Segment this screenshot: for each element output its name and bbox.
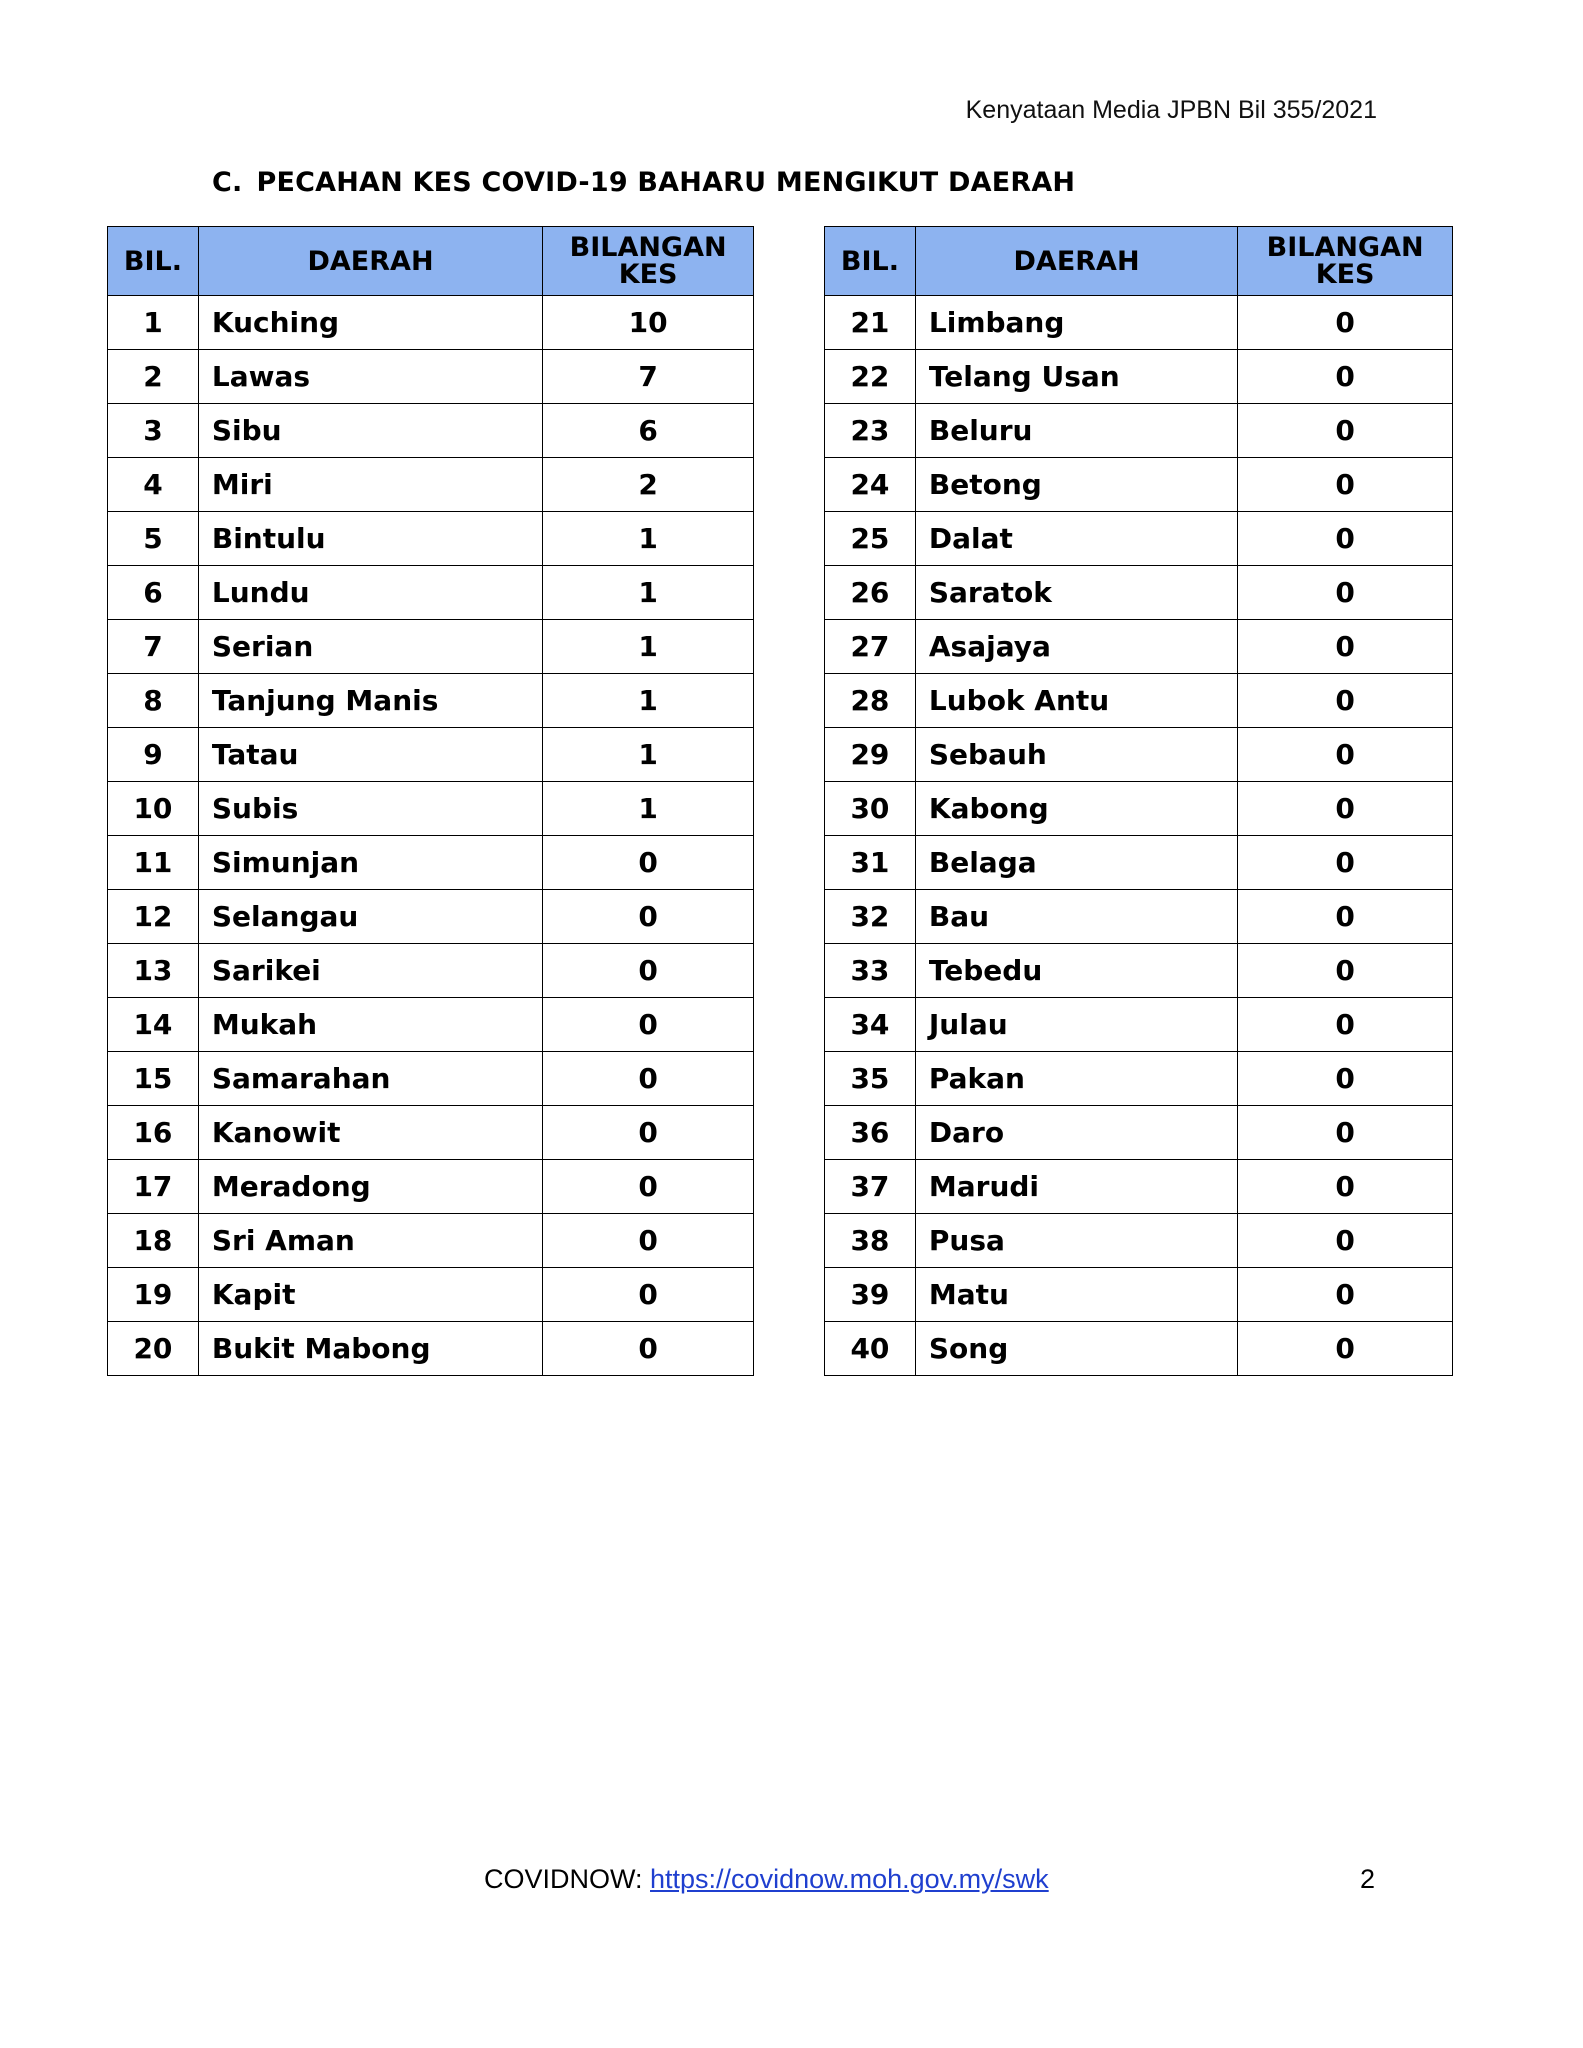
district-name: Beluru (915, 404, 1237, 458)
column-header-no: BIL. (825, 227, 916, 296)
table-row (108, 512, 754, 566)
table-row (108, 674, 754, 728)
district-name: Lubok Antu (915, 674, 1237, 728)
footer-label: COVIDNOW: (484, 1864, 651, 1894)
row-number: 29 (825, 728, 916, 782)
table-row (825, 512, 1453, 566)
case-count: 0 (543, 1160, 754, 1214)
case-count: 10 (543, 296, 754, 350)
district-name: Bukit Mabong (198, 1322, 542, 1376)
table-row (108, 944, 754, 998)
table-row (108, 998, 754, 1052)
district-name: Julau (915, 998, 1237, 1052)
column-header-count (543, 227, 754, 296)
row-number: 1 (108, 296, 199, 350)
row-number: 4 (108, 458, 199, 512)
district-name: Asajaya (915, 620, 1237, 674)
row-number: 5 (108, 512, 199, 566)
section-letter: C. (212, 167, 243, 198)
table-row (825, 296, 1453, 350)
district-name: Daro (915, 1106, 1237, 1160)
table-row (825, 350, 1453, 404)
district-name: Matu (915, 1268, 1237, 1322)
table-row (825, 458, 1453, 512)
table-header-row (108, 227, 754, 296)
table-row (825, 944, 1453, 998)
table-row (108, 1268, 754, 1322)
case-count: 0 (1238, 620, 1453, 674)
case-count: 1 (543, 620, 754, 674)
row-number: 13 (108, 944, 199, 998)
case-count: 0 (1238, 728, 1453, 782)
district-name: Kabong (915, 782, 1237, 836)
row-number: 35 (825, 1052, 916, 1106)
case-count: 0 (1238, 404, 1453, 458)
table-row (825, 728, 1453, 782)
row-number: 31 (825, 836, 916, 890)
table-row (108, 350, 754, 404)
district-name: Kapit (198, 1268, 542, 1322)
table-row (108, 296, 754, 350)
case-count: 0 (1238, 944, 1453, 998)
row-number: 26 (825, 566, 916, 620)
table-row (825, 1214, 1453, 1268)
row-number: 22 (825, 350, 916, 404)
column-header-district: DAERAH (915, 227, 1237, 296)
row-number: 19 (108, 1268, 199, 1322)
table-row (825, 1160, 1453, 1214)
case-count: 1 (543, 674, 754, 728)
table-row (825, 1322, 1453, 1376)
table-row (108, 890, 754, 944)
case-count: 0 (1238, 890, 1453, 944)
district-name: Song (915, 1322, 1237, 1376)
case-count: 0 (1238, 1160, 1453, 1214)
district-name: Telang Usan (915, 350, 1237, 404)
row-number: 21 (825, 296, 916, 350)
table-row (108, 728, 754, 782)
column-header-count-line1: BILANGAN (569, 232, 727, 263)
row-number: 16 (108, 1106, 199, 1160)
row-number: 10 (108, 782, 199, 836)
district-name: Pakan (915, 1052, 1237, 1106)
district-name: Meradong (198, 1160, 542, 1214)
row-number: 9 (108, 728, 199, 782)
case-count: 0 (1238, 836, 1453, 890)
row-number: 33 (825, 944, 916, 998)
table-row (825, 1052, 1453, 1106)
district-name: Kuching (198, 296, 542, 350)
case-count: 0 (1238, 1268, 1453, 1322)
table-row (108, 782, 754, 836)
table-row (825, 404, 1453, 458)
case-count: 7 (543, 350, 754, 404)
case-count: 0 (543, 944, 754, 998)
table-row (108, 1214, 754, 1268)
row-number: 18 (108, 1214, 199, 1268)
table-row (108, 1106, 754, 1160)
row-number: 30 (825, 782, 916, 836)
table-row (825, 836, 1453, 890)
case-count: 0 (543, 890, 754, 944)
row-number: 28 (825, 674, 916, 728)
row-number: 25 (825, 512, 916, 566)
district-table-left-body (108, 296, 754, 1376)
case-count: 0 (543, 1268, 754, 1322)
table-row (108, 566, 754, 620)
table-row (825, 782, 1453, 836)
case-count: 0 (543, 836, 754, 890)
case-count: 1 (543, 512, 754, 566)
row-number: 32 (825, 890, 916, 944)
column-header-count-line2: KES (618, 259, 678, 290)
table-row (108, 836, 754, 890)
case-count: 0 (543, 998, 754, 1052)
district-name: Sebauh (915, 728, 1237, 782)
row-number: 8 (108, 674, 199, 728)
district-name: Selangau (198, 890, 542, 944)
case-count: 6 (543, 404, 754, 458)
table-row (108, 458, 754, 512)
case-count: 0 (1238, 1106, 1453, 1160)
document-reference: Kenyataan Media JPBN Bil 355/2021 (965, 96, 1377, 124)
row-number: 27 (825, 620, 916, 674)
case-count: 0 (1238, 1052, 1453, 1106)
case-count: 0 (1238, 566, 1453, 620)
case-count: 1 (543, 782, 754, 836)
table-row (108, 1052, 754, 1106)
case-count: 1 (543, 566, 754, 620)
case-count: 0 (1238, 296, 1453, 350)
district-name: Serian (198, 620, 542, 674)
district-name: Sibu (198, 404, 542, 458)
district-name: Tanjung Manis (198, 674, 542, 728)
case-count: 0 (543, 1322, 754, 1376)
district-name: Belaga (915, 836, 1237, 890)
table-row (108, 404, 754, 458)
table-row (825, 566, 1453, 620)
district-name: Bintulu (198, 512, 542, 566)
district-name: Lundu (198, 566, 542, 620)
footer (484, 1864, 1049, 1895)
row-number: 17 (108, 1160, 199, 1214)
section-title-text: PECAHAN KES COVID-19 BAHARU MENGIKUT DAERAH (256, 167, 1076, 198)
case-count: 0 (1238, 512, 1453, 566)
district-name: Lawas (198, 350, 542, 404)
row-number: 15 (108, 1052, 199, 1106)
row-number: 24 (825, 458, 916, 512)
covidnow-link[interactable]: https://covidnow.moh.gov.my/swk (650, 1864, 1049, 1894)
table-row (825, 1268, 1453, 1322)
case-count: 0 (1238, 998, 1453, 1052)
case-count: 0 (1238, 458, 1453, 512)
district-name: Tebedu (915, 944, 1237, 998)
district-name: Betong (915, 458, 1237, 512)
case-count: 0 (1238, 1214, 1453, 1268)
district-name: Bau (915, 890, 1237, 944)
table-row (108, 1322, 754, 1376)
table-row (108, 1160, 754, 1214)
district-name: Marudi (915, 1160, 1237, 1214)
column-header-no: BIL. (108, 227, 199, 296)
district-name: Mukah (198, 998, 542, 1052)
row-number: 11 (108, 836, 199, 890)
district-name: Sarikei (198, 944, 542, 998)
case-count: 0 (543, 1052, 754, 1106)
table-row (825, 620, 1453, 674)
row-number: 23 (825, 404, 916, 458)
section-title (212, 167, 1075, 198)
district-name: Limbang (915, 296, 1237, 350)
column-header-count-line1: BILANGAN (1266, 232, 1424, 263)
row-number: 20 (108, 1322, 199, 1376)
case-count: 0 (1238, 782, 1453, 836)
row-number: 37 (825, 1160, 916, 1214)
table-row (825, 890, 1453, 944)
district-name: Simunjan (198, 836, 542, 890)
row-number: 36 (825, 1106, 916, 1160)
row-number: 40 (825, 1322, 916, 1376)
district-table-left (107, 226, 754, 1376)
district-name: Saratok (915, 566, 1237, 620)
district-name: Miri (198, 458, 542, 512)
district-name: Pusa (915, 1214, 1237, 1268)
column-header-count-line2: KES (1315, 259, 1375, 290)
table-header-row (825, 227, 1453, 296)
column-header-district: DAERAH (198, 227, 542, 296)
row-number: 12 (108, 890, 199, 944)
case-count: 0 (1238, 674, 1453, 728)
table-row (825, 1106, 1453, 1160)
case-count: 2 (543, 458, 754, 512)
district-table-right (824, 226, 1453, 1376)
column-header-count (1238, 227, 1453, 296)
district-name: Sri Aman (198, 1214, 542, 1268)
case-count: 0 (543, 1106, 754, 1160)
row-number: 14 (108, 998, 199, 1052)
row-number: 6 (108, 566, 199, 620)
page-number: 2 (1360, 1864, 1376, 1894)
case-count: 0 (1238, 350, 1453, 404)
table-row (108, 620, 754, 674)
case-count: 1 (543, 728, 754, 782)
row-number: 39 (825, 1268, 916, 1322)
district-table-right-body (825, 296, 1453, 1376)
district-name: Tatau (198, 728, 542, 782)
district-name: Subis (198, 782, 542, 836)
district-name: Kanowit (198, 1106, 542, 1160)
row-number: 7 (108, 620, 199, 674)
case-count: 0 (1238, 1322, 1453, 1376)
district-name: Dalat (915, 512, 1237, 566)
row-number: 3 (108, 404, 199, 458)
case-count: 0 (543, 1214, 754, 1268)
table-row (825, 674, 1453, 728)
table-row (825, 998, 1453, 1052)
row-number: 38 (825, 1214, 916, 1268)
district-name: Samarahan (198, 1052, 542, 1106)
row-number: 34 (825, 998, 916, 1052)
row-number: 2 (108, 350, 199, 404)
